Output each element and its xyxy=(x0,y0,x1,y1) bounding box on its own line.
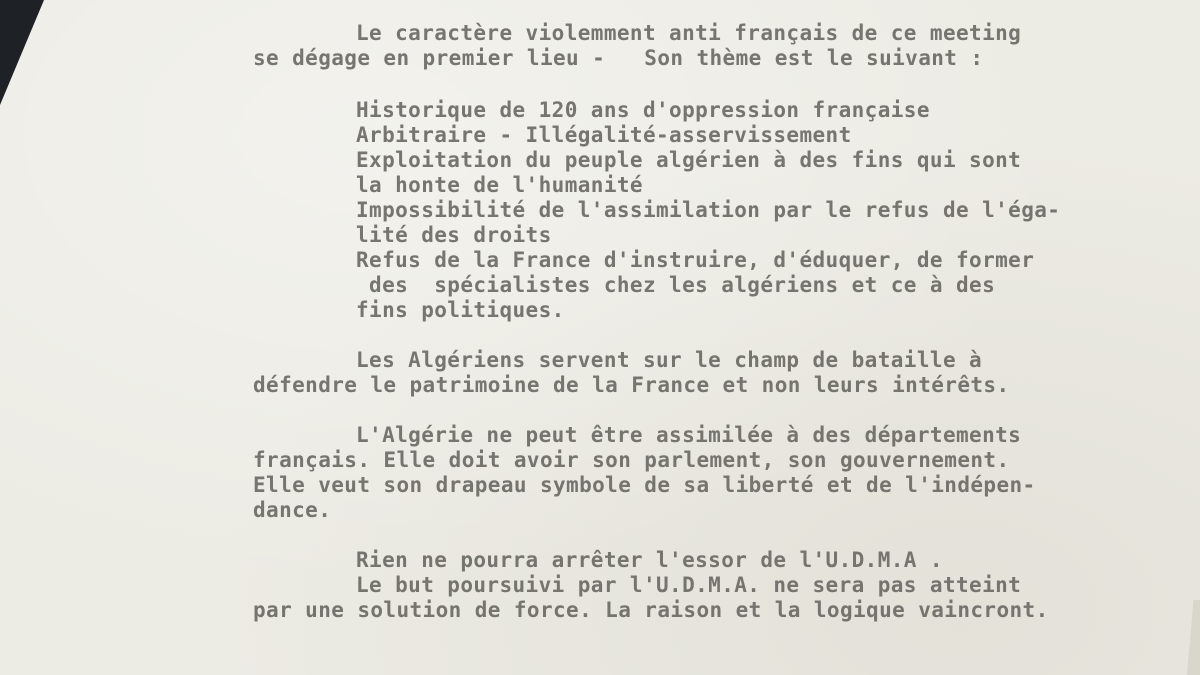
intro-line-1: Le caractère violemment anti français de ce meeting xyxy=(356,21,1022,45)
paragraph-line: Les Algériens servent sur le champ de bataille à xyxy=(356,348,983,372)
theme-line: Impossibilité de l'assimilation par le refus de l'éga- xyxy=(356,198,1061,222)
paragraph-line: Le but poursuivi par l'U.D.M.A. ne sera pas atteint xyxy=(356,573,1022,597)
paragraph-line: dance. xyxy=(253,498,332,522)
theme-line: Exploitation du peuple algérien à des fins qui sont xyxy=(356,148,1022,172)
scan-corner xyxy=(0,0,44,105)
paragraph-line: Elle veut son drapeau symbole de sa liberté et de l'indépen- xyxy=(253,473,1036,497)
paragraph-line: français. Elle doit avoir son parlement, son gouvernement. xyxy=(253,448,1010,472)
theme-line: Refus de la France d'instruire, d'éduquer, de former xyxy=(356,248,1035,272)
theme-line: Arbitraire - Illégalité-asservissement xyxy=(356,123,852,147)
paragraph-line: L'Algérie ne peut être assimilée à des départements xyxy=(356,423,1022,447)
intro-line-2: se dégage en premier lieu - Son thème est le suivant : xyxy=(253,46,984,70)
theme-line: la honte de l'humanité xyxy=(356,173,643,197)
theme-line: fins politiques. xyxy=(356,298,565,322)
theme-line: lité des droits xyxy=(356,223,552,247)
theme-line: Historique de 120 ans d'oppression française xyxy=(356,98,930,122)
paragraph-line: Rien ne pourra arrêter l'essor de l'U.D.M.A . xyxy=(356,548,943,572)
paragraph-line: par une solution de force. La raison et la logique vaincront. xyxy=(253,598,1049,622)
torn-edge xyxy=(1178,600,1200,675)
paragraph-line: défendre le patrimoine de la France et non leurs intérêts. xyxy=(253,373,1010,397)
theme-line: des spécialistes chez les algériens et ce à des xyxy=(356,273,996,297)
